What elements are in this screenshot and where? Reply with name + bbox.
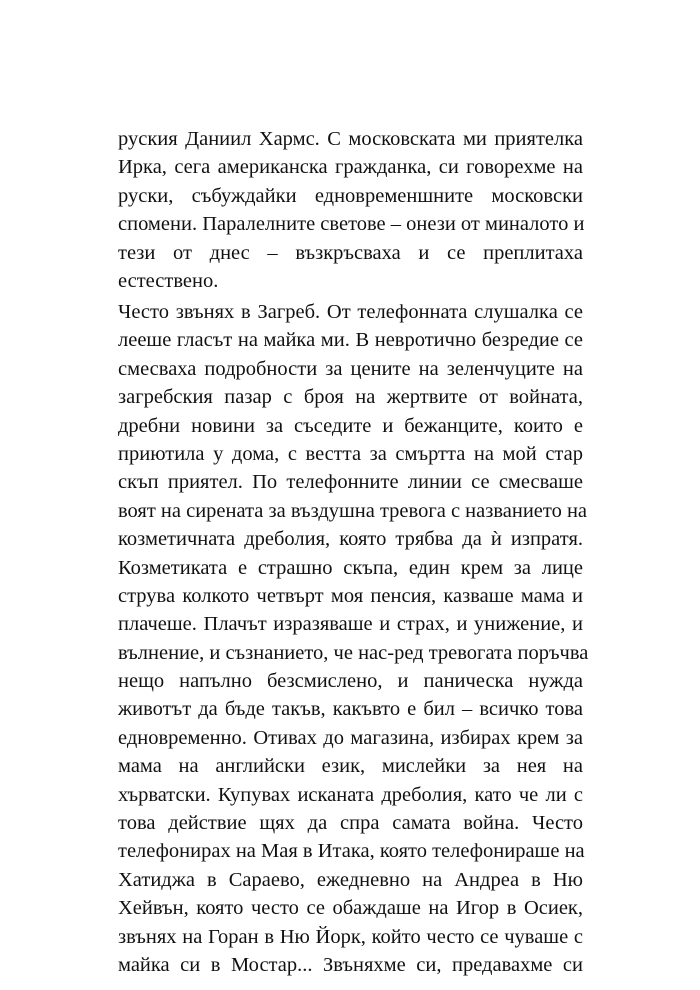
text-line: звънях на Горан в Ню Йорк, който често се чуваше с (118, 925, 583, 948)
text-line: воят на сирената за въздушна тревога с названието на (118, 499, 588, 522)
text-line: естествено. (118, 269, 219, 292)
text-line: лееше гласът на майка ми. В невротично безредие се (118, 329, 583, 352)
text-line: нещо напълно безсмислено, и паническа нужда (118, 670, 583, 693)
text-line: хърватски. Купувах исканата дреболия, като че ли с (118, 783, 583, 806)
text-line: телефонирах на Мая в Итака, която телефонираше на (118, 840, 585, 863)
text-line: Често звънях в Загреб. От телефонната слушалка се (118, 301, 583, 323)
text-line: приютила у дома, с вестта за смъртта на мой стар (118, 442, 583, 465)
text-line: Ирка, сега американска гражданка, си говорехме на (118, 156, 583, 179)
text-line: майка си в Мостар... Звъняхме си, предавахме си (118, 953, 583, 976)
text-line: животът да бъде такъв, какъвто е бил – всичко това (118, 698, 583, 721)
text-line: козметичната дреболия, която трябва да ѝ изпратя. (118, 528, 583, 551)
text-line: руски, събуждайки едновременшните московски (118, 184, 583, 207)
text-line: плачеше. Плачът изразяваше и страх, и унижение, и (118, 613, 583, 636)
text-line: едновременно. Отивах до магазина, избирах крем за (118, 726, 583, 749)
text-line: руския Даниил Хармс. С московската ми приятелка (118, 128, 583, 150)
paragraph-1 (118, 125, 583, 295)
text-line: спомени. Паралелните светове – онези от миналото и (118, 213, 585, 236)
text-line: загребския пазар с броя на жертвите от войната, (118, 386, 583, 409)
text-line: смесваха подробности за цените на зеленчуците на (118, 357, 583, 380)
text-line: тези от днес – възкръсваха и се преплитаха (118, 241, 583, 264)
text-line: дребни новини за съседите и бежанците, които е (118, 414, 583, 437)
text-line: това действие щях да спра самата война. Често (118, 812, 583, 835)
text-line: Козметиката е страшно скъпа, един крем за лице (118, 556, 583, 579)
text-line: мама на английски език, мислейки за нея на (118, 755, 583, 778)
text-line: Хейвън, която често се обаждаше на Игор в Осиек, (118, 897, 583, 920)
text-line: Хатиджа в Сараево, ежедневно на Андреа в Ню (118, 868, 583, 891)
paragraph-2 (118, 298, 589, 979)
text-line: вълнение, и съзнанието, че нас-ред тревогата поръчва (118, 641, 589, 664)
text-line: скъп приятел. По телефонните линии се смесваше (118, 471, 583, 494)
text-line: струва колкото четвърт моя пенсия, казваше мама и (118, 584, 583, 607)
